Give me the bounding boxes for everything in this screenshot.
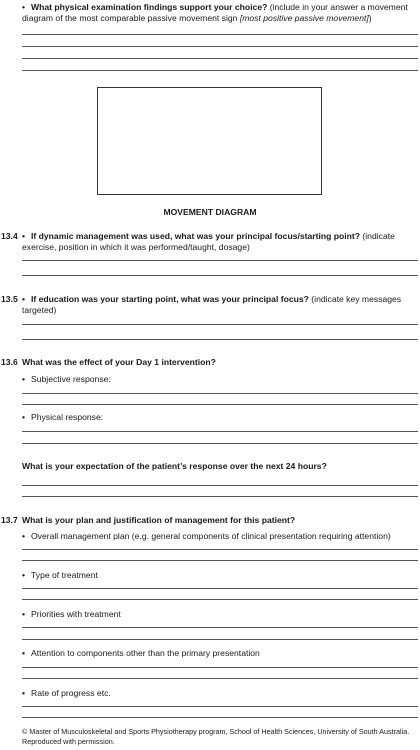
- answer-line[interactable]: [22, 667, 418, 668]
- question-note: (include in your answer a movement diagram of the most comparable passive movement sign: [22, 2, 408, 23]
- item-label: Rate of progress etc.: [31, 688, 111, 698]
- question-13-5: [22, 294, 414, 315]
- answer-line[interactable]: [22, 549, 418, 550]
- answer-line[interactable]: [22, 485, 418, 486]
- answer-line[interactable]: [22, 639, 418, 640]
- item-label: Attention to components other than the primary presentation: [31, 648, 260, 658]
- answer-line[interactable]: [22, 324, 418, 325]
- answer-line[interactable]: [22, 431, 418, 432]
- answer-line[interactable]: [22, 443, 418, 444]
- bullet: •: [22, 570, 26, 580]
- section-number-13-7: 13.7: [1, 515, 18, 525]
- copyright-footer: © Master of Musculoskeletal and Sports Physiotherapy program, School of Health Sciences, University of South Australia. Reproduced with permission.: [22, 727, 410, 746]
- bullet: •: [22, 294, 26, 304]
- list-item-overall-plan: [22, 531, 391, 542]
- bullet: •: [22, 412, 26, 422]
- question-note: (indicate key messages targeted): [22, 294, 402, 315]
- question-physical-findings: [22, 2, 414, 23]
- bullet: •: [22, 688, 26, 698]
- answer-line[interactable]: [22, 706, 418, 707]
- section-title-13-6: What was the effect of your Day 1 intervention?: [22, 357, 216, 367]
- list-item-type-of-treatment: [22, 570, 98, 581]
- answer-line[interactable]: [22, 627, 418, 628]
- question-italic: [most positive passive movement]: [239, 12, 369, 23]
- list-item-attention: [22, 648, 260, 659]
- bullet: •: [22, 531, 26, 541]
- answer-line[interactable]: [22, 34, 418, 35]
- list-item-physical: [22, 412, 103, 423]
- bullet: •: [22, 609, 26, 619]
- list-item-priorities: [22, 609, 121, 620]
- section-number-13-4: 13.4: [1, 231, 18, 241]
- answer-line[interactable]: [22, 717, 418, 718]
- bullet: •: [22, 2, 26, 12]
- item-label: Subjective response:: [31, 374, 111, 384]
- answer-line[interactable]: [22, 58, 418, 59]
- answer-line[interactable]: [22, 560, 418, 561]
- item-label: Physical response:: [31, 412, 104, 422]
- question-note: (indicate exercise, position in which it was performed/taught, dosage): [22, 231, 395, 252]
- answer-line[interactable]: [22, 46, 418, 47]
- movement-diagram-caption: MOVEMENT DIAGRAM: [163, 207, 257, 217]
- answer-line[interactable]: [22, 588, 418, 589]
- question-bold: What physical examination findings support your choice?: [31, 2, 268, 12]
- answer-line[interactable]: [22, 404, 418, 405]
- question-13-4: [22, 231, 414, 252]
- item-label: Type of treatment: [31, 570, 98, 580]
- list-item-subjective: [22, 374, 111, 385]
- expectation-question: What is your expectation of the patient’s response over the next 24 hours?: [22, 461, 327, 471]
- list-item-rate-of-progress: [22, 688, 111, 699]
- answer-line[interactable]: [22, 496, 418, 497]
- section-number-13-6: 13.6: [1, 357, 18, 367]
- bullet: •: [22, 374, 26, 384]
- question-close: ): [368, 12, 372, 23]
- answer-line[interactable]: [22, 339, 418, 340]
- question-bold: If education was your starting point, what was your principal focus?: [31, 294, 309, 304]
- bullet: •: [22, 231, 26, 241]
- item-label: Overall management plan (e.g. general components of clinical presentation requiring attention): [31, 531, 391, 541]
- question-bold: If dynamic management was used, what was your principal focus/starting point?: [31, 231, 361, 241]
- answer-line[interactable]: [22, 260, 418, 261]
- item-label: Priorities with treatment: [31, 609, 121, 619]
- answer-line[interactable]: [22, 70, 418, 71]
- bullet: •: [22, 648, 26, 658]
- section-title-13-7: What is your plan and justification of management for this patient?: [22, 515, 296, 525]
- answer-line[interactable]: [22, 678, 418, 679]
- answer-line[interactable]: [22, 599, 418, 600]
- answer-line[interactable]: [22, 275, 418, 276]
- answer-line[interactable]: [22, 393, 418, 394]
- section-number-13-5: 13.5: [1, 294, 18, 304]
- movement-diagram-box[interactable]: [97, 87, 322, 195]
